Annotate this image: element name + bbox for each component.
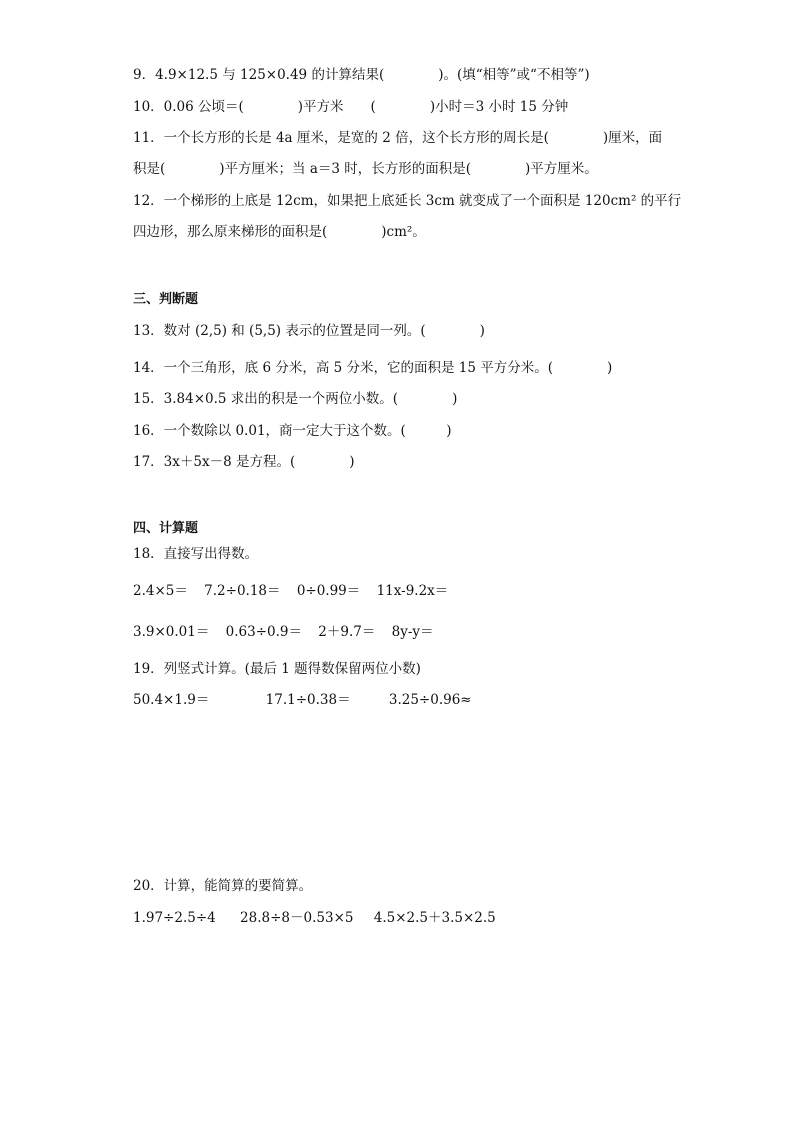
expression: 4.5×2.5＋3.5×2.5 bbox=[373, 910, 496, 926]
question-20-title: 20．计算，能简算的要简算。 bbox=[133, 878, 313, 894]
expression: 11x-9.2x＝ bbox=[376, 583, 449, 599]
question-18-row-2 bbox=[133, 623, 434, 641]
expression: 3.9×0.01＝ bbox=[133, 624, 210, 640]
expression: 3.25÷0.96≈ bbox=[388, 692, 472, 708]
question-18-row-1 bbox=[133, 582, 448, 600]
question-18-title: 18．直接写出得数。 bbox=[133, 546, 259, 562]
question-17: 17．3x＋5x－8 是方程。( ) bbox=[133, 454, 355, 470]
expression: 28.8÷8－0.53×5 bbox=[240, 910, 354, 926]
question-16: 16．一个数除以 0.01，商一定大于这个数。( ) bbox=[133, 423, 452, 439]
expression: 2＋9.7＝ bbox=[318, 624, 376, 640]
question-11-line-2: 积是( )平方厘米；当 a＝3 时，长方形的面积是( )平方厘米。 bbox=[133, 161, 598, 177]
question-9: 9．4.9×12.5 与 125×0.49 的计算结果( )。(填“相等”或“不相等”) bbox=[133, 67, 590, 83]
question-11-line-1: 11．一个长方形的长是 4a 厘米，是宽的 2 倍，这个长方形的周长是( )厘米，面 bbox=[133, 130, 663, 146]
expression: 50.4×1.9＝ bbox=[133, 692, 210, 708]
question-12-line-1: 12．一个梯形的上底是 12cm，如果把上底延长 3cm 就变成了一个面积是 120cm² 的平行 bbox=[133, 193, 682, 209]
expression: 2.4×5＝ bbox=[133, 583, 188, 599]
expression: 8y-y＝ bbox=[391, 624, 434, 640]
question-20-items bbox=[133, 909, 496, 927]
expression: 1.97÷2.5÷4 bbox=[133, 910, 216, 926]
expression: 0÷0.99＝ bbox=[296, 583, 361, 599]
question-15: 15．3.84×0.5 求出的积是一个两位小数。( ) bbox=[133, 391, 458, 407]
question-19-title: 19．列竖式计算。(最后 1 题得数保留两位小数) bbox=[133, 661, 421, 677]
question-14: 14．一个三角形，底 6 分米，高 5 分米，它的面积是 15 平方分米。( ) bbox=[133, 360, 613, 376]
question-10: 10．0.06 公顷＝( )平方米 ( )小时＝3 小时 15 分钟 bbox=[133, 99, 569, 115]
section-heading-judgment: 三、判断题 bbox=[133, 292, 199, 307]
section-heading-calculation: 四、计算题 bbox=[133, 521, 199, 536]
expression: 0.63÷0.9＝ bbox=[225, 624, 302, 640]
question-19-items bbox=[133, 691, 472, 709]
expression: 17.1÷0.38＝ bbox=[265, 692, 351, 708]
question-13: 13．数对 (2,5) 和 (5,5) 表示的位置是同一列。( ) bbox=[133, 323, 485, 339]
question-12-line-2: 四边形，那么原来梯形的面积是( )cm²。 bbox=[133, 224, 426, 240]
expression: 7.2÷0.18＝ bbox=[204, 583, 281, 599]
